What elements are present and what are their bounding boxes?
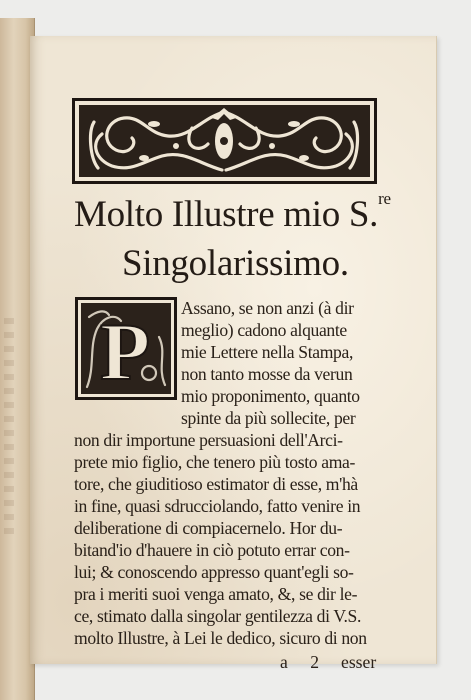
body-line: meglio) cadono alquante — [181, 320, 347, 340]
body-line: bitand'io d'hauere in ciò potuto errar con- — [74, 540, 350, 560]
body-line: lui; & conoscendo appresso quant'egli so- — [74, 562, 354, 582]
body-line: ce, stimato dalla singolar gentilezza di V.S. — [74, 606, 362, 626]
body-line: pra i meriti suoi venga amato, &, se dir le- — [74, 584, 358, 604]
body-line: tore, che giuditioso estimator di esse, m'hà — [74, 474, 358, 494]
body-line: non dir importune persuasioni dell'Arci- — [74, 430, 343, 450]
body-line: non tanto mosse da verun — [181, 364, 353, 384]
signature-mark: a 2 — [280, 652, 320, 672]
page-footer — [280, 652, 376, 673]
body-line: mie Lettere nella Stampa, — [181, 342, 353, 362]
body-line: Assano, se non anzi (à dir — [181, 298, 354, 318]
body-line: mio proponimento, quanto — [181, 386, 360, 406]
body-line: in fine, quasi sdrucciolando, fatto venire in — [74, 496, 361, 516]
drop-cap-letter: P — [99, 306, 151, 397]
title-superscript: re — [378, 189, 391, 208]
catchword: esser — [341, 652, 377, 672]
body-line: spinte da più sollecite, per — [181, 408, 356, 428]
title-text: Molto Illustre mio S. — [74, 194, 379, 235]
letter-subtitle: Singolarissimo. — [122, 243, 349, 284]
body-line: molto Illustre, à Lei le dedico, sicuro di non — [74, 628, 367, 648]
body-line: deliberatione di compiacernelo. Hor du- — [74, 518, 343, 538]
body-line: prete mio figlio, che tenero più tosto ama- — [74, 452, 356, 472]
